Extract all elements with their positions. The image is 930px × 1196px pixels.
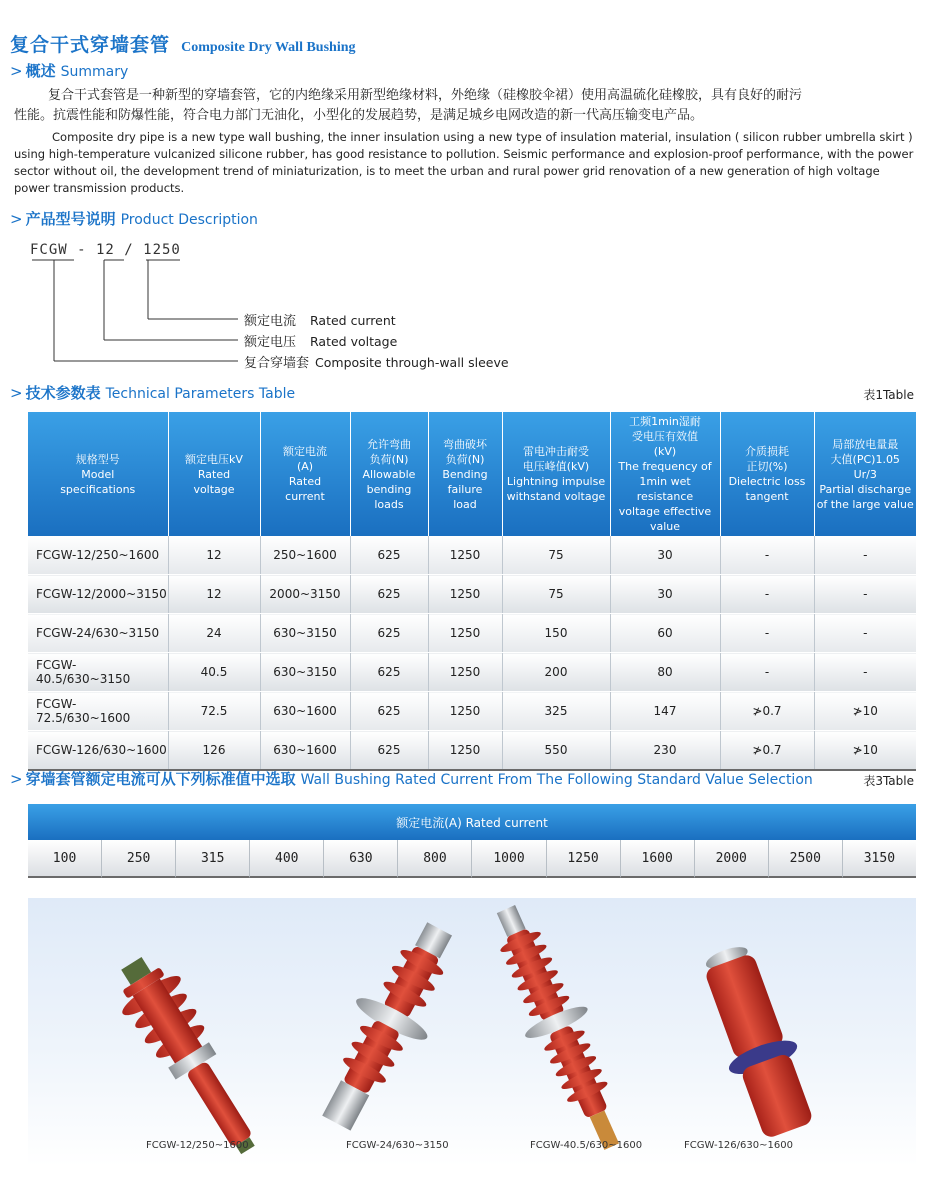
table-row (28, 653, 916, 692)
current-heading-en: Wall Bushing Rated Current From The Following Standard Value Selection (300, 772, 813, 788)
value-cell: ≯0.7 (720, 692, 814, 731)
model-cell: FCGW-24/630~3150 (28, 614, 168, 653)
rated-current-header: 额定电流(A) Rated current (28, 804, 916, 840)
table-row (28, 575, 916, 614)
column-header-line: Partial discharge (819, 482, 912, 496)
column-header-line: 局部放电量最 (832, 437, 899, 451)
column-header-line: 正切(%) (746, 460, 788, 473)
value-cell: 630~1600 (260, 731, 350, 771)
column-header-line: 电压峰值(kV) (522, 460, 590, 473)
column-header-line: 规格型号 (75, 452, 120, 466)
column-header (260, 412, 350, 536)
bushing-12-image (103, 945, 277, 1166)
value-cell: 630~1600 (260, 692, 350, 731)
model-code-diagram (20, 255, 260, 375)
value-cell: 30 (610, 575, 720, 614)
rated-current-values (28, 840, 916, 878)
column-header-line: 允许弯曲 (367, 437, 411, 451)
value-cell: 75 (502, 536, 610, 575)
column-header-line: 工频1min湿耐 (629, 415, 701, 428)
column-header-line: 介质损耗 (745, 445, 789, 458)
model-cell: FCGW-40.5/630~3150 (28, 653, 168, 692)
bushings-illustration (28, 898, 916, 1166)
value-cell: 625 (350, 614, 428, 653)
column-header-line: current (285, 490, 325, 503)
value-cell: 230 (610, 731, 720, 771)
value-cell: 550 (502, 731, 610, 771)
column-header-line: The frequency of (618, 460, 712, 473)
chevron-right-icon: > (10, 62, 23, 80)
legend-composite-sleeve (244, 352, 509, 371)
value-cell: - (720, 575, 814, 614)
model-code: FCGW - 12 / 1250 (30, 242, 181, 258)
rated-current-value: 630 (324, 840, 398, 878)
value-cell: 150 (502, 614, 610, 653)
column-header-line: 大值(PC)1.05 (830, 452, 900, 466)
column-header-line: voltage (193, 482, 235, 496)
current-table-heading (10, 768, 813, 789)
photo-caption-3: FCGW-40.5/630~1600 (530, 1140, 643, 1151)
column-header-line: load (453, 497, 477, 511)
column-header-line: 弯曲破坏 (443, 437, 487, 451)
value-cell: 126 (168, 731, 260, 771)
rated-current-value: 1600 (621, 840, 695, 878)
technical-parameters-table (28, 412, 916, 771)
column-header (350, 412, 428, 536)
product-heading-cn: 产品型号说明 (25, 210, 116, 228)
model-cell: FCGW-12/2000~3150 (28, 575, 168, 614)
bushing-126-image (690, 938, 823, 1143)
value-cell: 1250 (428, 536, 502, 575)
chevron-right-icon: > (10, 384, 23, 402)
summary-heading-cn: 概述 (25, 62, 56, 80)
legend-rated-current (244, 310, 396, 329)
value-cell: 40.5 (168, 653, 260, 692)
model-cell: FCGW-72.5/630~1600 (28, 692, 168, 731)
legend-rated-voltage (244, 331, 397, 350)
chevron-right-icon: > (10, 770, 23, 788)
column-header-line: Bending (442, 467, 488, 481)
value-cell: 80 (610, 653, 720, 692)
column-header-line: 1min wet resistance (636, 475, 694, 503)
value-cell: 625 (350, 731, 428, 771)
column-header-line: Rated (288, 475, 322, 488)
value-cell: - (720, 614, 814, 653)
value-cell: - (720, 653, 814, 692)
title-cn: 复合干式穿墙套管 (10, 34, 171, 56)
table-row (28, 536, 916, 575)
value-cell: 325 (502, 692, 610, 731)
column-header-line: Lightning impulse (506, 475, 606, 488)
table-row (28, 692, 916, 731)
column-header (428, 412, 502, 536)
column-header-line: voltage effective value (618, 505, 712, 533)
current-heading-cn: 穿墙套管额定电流可从下列标准值中选取 (25, 770, 296, 788)
column-header-line: Ur/3 (853, 467, 877, 481)
value-cell: ≯10 (814, 692, 916, 731)
rated-current-value: 2500 (769, 840, 843, 878)
rated-current-value: 1000 (472, 840, 546, 878)
product-photos (28, 898, 916, 1166)
rated-current-value: 1250 (547, 840, 621, 878)
value-cell: 30 (610, 536, 720, 575)
column-header-line: 额定电流 (283, 445, 327, 458)
summary-cn-line-1: 复合干式套管是一种新型的穿墙套管，它的内绝缘采用新型绝缘材料，外绝缘（硅橡胶伞裙）使用高温硫化硅橡胶，具有良好的耐污 (48, 88, 803, 103)
value-cell: 200 (502, 653, 610, 692)
photo-caption-4: FCGW-126/630~1600 (684, 1140, 793, 1151)
column-header (720, 412, 814, 536)
rated-current-value: 800 (398, 840, 472, 878)
column-header-line: (A) (296, 460, 314, 473)
column-header (502, 412, 610, 536)
rated-current-value: 100 (28, 840, 102, 878)
table-row (28, 614, 916, 653)
column-header-line: 负荷(N) (369, 452, 409, 466)
column-header (610, 412, 720, 536)
value-cell: 625 (350, 536, 428, 575)
column-header-line: failure (447, 482, 483, 496)
value-cell: 625 (350, 575, 428, 614)
column-header-line: Allowable (362, 467, 416, 481)
rated-current-value: 250 (102, 840, 176, 878)
product-description-heading (10, 208, 258, 229)
legend-cn: 额定电压 (244, 335, 297, 350)
value-cell: 72.5 (168, 692, 260, 731)
bushing-40-5-image (475, 898, 643, 1160)
summary-heading-en: Summary (60, 64, 129, 80)
legend-en: Rated voltage (310, 334, 398, 349)
summary-text-en: Composite dry pipe is a new type wall bushing, the inner insulation using a new type of insulation material, insulation ( silicon rubber umbrella skirt ) using high-temperature vulcanized silicone rubber, has good resistance to pollution. Seismic performance and explosion-proof performance, with the power sector without oil, the development trend of miniaturization, is to meet the urban and rural power grid renovation of a new generation of high voltage power transmission products. (14, 130, 914, 195)
column-header-line: 受电压有效值 (632, 430, 698, 443)
tech-heading-en: Technical Parameters Table (105, 386, 296, 402)
model-cell: FCGW-126/630~1600 (28, 731, 168, 771)
column-header-line: Dielectric loss (728, 475, 806, 488)
column-header-line: 雷电冲击耐受 (523, 445, 589, 458)
value-cell: 1250 (428, 614, 502, 653)
product-heading-en: Product Description (120, 212, 258, 228)
rated-current-value: 315 (176, 840, 250, 878)
column-header-line: loads (374, 497, 404, 511)
value-cell: ≯0.7 (720, 731, 814, 771)
value-cell: 1250 (428, 692, 502, 731)
column-header (814, 412, 916, 536)
value-cell: 75 (502, 575, 610, 614)
column-header-line: of the large value (816, 497, 914, 511)
value-cell: - (814, 653, 916, 692)
tech-table-heading (10, 382, 295, 403)
value-cell: 147 (610, 692, 720, 731)
column-header-line: Model (81, 467, 115, 481)
page-title (10, 30, 356, 57)
rated-current-value: 3150 (843, 840, 916, 878)
legend-cn: 复合穿墙套 (244, 356, 310, 371)
bushing-24-image (301, 910, 475, 1142)
value-cell: 625 (350, 692, 428, 731)
legend-cn: 额定电流 (244, 314, 297, 329)
title-en: Composite Dry Wall Bushing (181, 40, 356, 55)
column-header-line: (kV) (653, 445, 677, 458)
value-cell: 630~3150 (260, 614, 350, 653)
rated-current-value: 2000 (695, 840, 769, 878)
column-header-line: 额定电压kV (185, 452, 243, 466)
value-cell: 1250 (428, 731, 502, 771)
value-cell: - (814, 575, 916, 614)
value-cell: ≯10 (814, 731, 916, 771)
photo-caption-2: FCGW-24/630~3150 (346, 1140, 449, 1151)
value-cell: 24 (168, 614, 260, 653)
column-header-line: Rated (197, 467, 231, 481)
value-cell: 60 (610, 614, 720, 653)
column-header-line: tangent (745, 490, 789, 503)
table-row (28, 731, 916, 771)
value-cell: 12 (168, 536, 260, 575)
value-cell: 12 (168, 575, 260, 614)
column-header-line: specifications (60, 482, 136, 496)
summary-cn-line-2: 性能。抗震性能和防爆性能，符合电力部门无油化，小型化的发展趋势，是满足城乡电网改造的新一代高压输变电产品。 (14, 108, 704, 123)
value-cell: 1250 (428, 653, 502, 692)
table-1-note: 表1Table (863, 388, 914, 402)
legend-en: Composite through-wall sleeve (315, 355, 509, 370)
photo-caption-1: FCGW-12/250~1600 (146, 1140, 249, 1151)
model-cell: FCGW-12/250~1600 (28, 536, 168, 575)
table-3-note: 表3Table (863, 774, 914, 788)
column-header-line: bending (366, 482, 412, 496)
chevron-right-icon: > (10, 210, 23, 228)
column-header-line: 负荷(N) (445, 452, 485, 466)
value-cell: 630~3150 (260, 653, 350, 692)
column-header (168, 412, 260, 536)
value-cell: - (720, 536, 814, 575)
value-cell: 2000~3150 (260, 575, 350, 614)
value-cell: - (814, 536, 916, 575)
column-header (28, 412, 168, 536)
value-cell: 250~1600 (260, 536, 350, 575)
table-header-row (28, 412, 916, 536)
tech-heading-cn: 技术参数表 (25, 384, 101, 402)
legend-en: Rated current (310, 313, 396, 328)
summary-text-cn (14, 86, 916, 126)
value-cell: - (814, 614, 916, 653)
column-header-line: withstand voltage (506, 490, 606, 503)
rated-current-value: 400 (250, 840, 324, 878)
value-cell: 1250 (428, 575, 502, 614)
value-cell: 625 (350, 653, 428, 692)
summary-heading (10, 60, 128, 81)
